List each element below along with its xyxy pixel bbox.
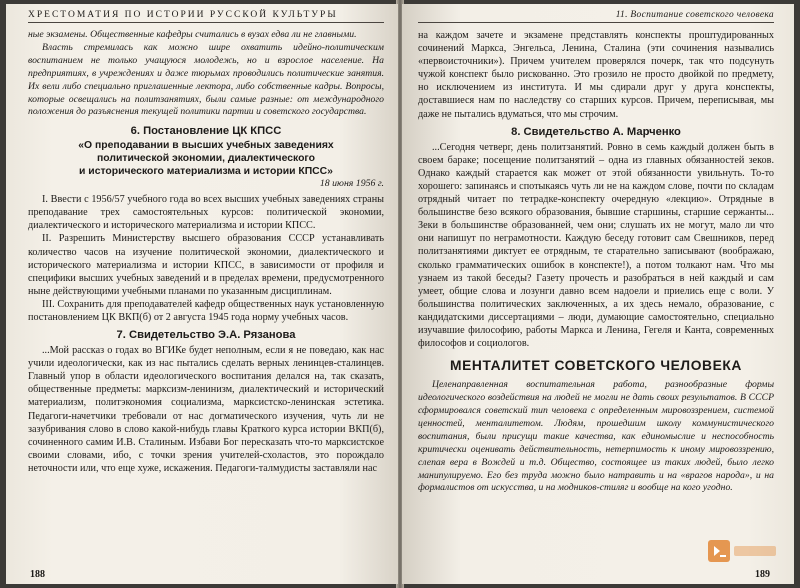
section-6-title: 6. Постановление ЦК КПСС [130,125,282,138]
section-6-paragraph-3: III. Сохранить для преподавателей кафедр общественных наук установленную постановлением ЦК ВКП(б) от 2 августа 1945 года норму учебных часов. [28,298,384,323]
section-7-title: 7. Свидетельство Э.А. Рязанова [116,329,296,342]
section-8-title: 8. Свидетельство А. Марченко [511,125,681,138]
section-7-paragraph-1: ...Мой рассказ о годах во ВГИКе будет неполным, если я не поведаю, как нас учили идеологически, как из нас пытались сделать верных ленинцев-сталинцев. Главный упор в области идеологического воспитания делался на, так сказать, общественные предметы: марксизм-ленинизм, диалектический и исторический материализм, политэкономия социализма, марксистско-ленинская эстетика. Педагоги-начетчики требовали от нас догматического изучения, чуть ли не зазубривания слово в слово какой-нибудь главы Краткого курса истории ВКП(б), сочиненного самим И.В. Сталиным. Избави Бог пересказать что-то марксистское своими словами, ибо, с точки зрения учителей-схоластов, это порождало неточности или, что еще хуже, искажения. Педагоги-талмудисты заставляли нас [28,345,384,474]
section-6-subtitle-line-1: «О преподавании в высших учебных заведениях [78,140,334,152]
page-number-left: 188 [30,569,45,580]
left-page [6,4,398,584]
section-6-paragraph-1: I. Ввести с 1956/57 учебного года во всех высших учебных заведениях страны преподавание трех самостоятельных курсов: политической экономии, диалектического и исторического материализма и истории КПСС. [28,194,384,232]
closing-paragraph: Целенаправленная воспитательная работа, разнообразные формы идеологического воздействия на людей не могли не дать своих результатов. В СССР сформировался советский тип человека с определенным мировоззрением, системой ценностей, менталитетом. Людям, прошедшим школу коммунистического воспитания, были присущи такие качества, как единомыслие и неспособность критически оценивать действительность, нетерпимость к иному мировоззрению, слепая вера в Вождей и т.д. Общество, состоящее из таких людей, было легко манипулируемо. Его без труда можно было натравить и на «врагов народа», и на формалистов от искусства, и на модников-стиляг и вообще на кого угодно. [418,379,774,494]
publisher-logo-icon [706,536,780,566]
continued-paragraph: на каждом зачете и экзамене представлять конспекты проштудированных сочинений Маркса, Энгельса, Ленина, Сталина (эти сочинения назывались «первоисточники»). Причем учителем проверялся почерк, так что подсунуть чужой конспект было рискованно. Это грозило не просто двойкой по предмету, но исключением из института. И мы сдирали друг у друга конспекты, доставшиеся нам по наследству со старших курсов. Причем, переписывая, мы даже не пытались вдуматься, что мы строчим. [418,30,774,120]
intro-paragraph-1: ные экзамены. Общественные кафедры считались в вузах едва ли не главными. [28,29,357,40]
page-number-right: 189 [755,569,770,580]
running-head-right: 11. Воспитание советского человека [418,10,774,23]
section-6-subtitle-line-3: и исторического материализма и истории КПСС» [79,165,333,177]
intro-paragraph-2: Власть стремилась как можно шире охватить идейно-политическим воспитанием не только учащуюся молодежь, но и взрослое население. На предприятиях, в учреждениях и даже тюрьмах проводились политические занятия. Их вели либо специально приглашенные лектора, либо собственные кадры. Вопросы, которые освещались на политзанятиях, были самые разные: от международного положения до разъяснения текущей политики партии и советского государства. [28,41,384,118]
chapter-title: МЕНТАЛИТЕТ СОВЕТСКОГО ЧЕЛОВЕКА [450,358,742,374]
section-6-date: 18 июня 1956 г. [319,178,384,190]
running-head-left: ХРЕСТОМАТИЯ ПО ИСТОРИИ РУССКОЙ КУЛЬТУРЫ [28,10,384,23]
section-6-subtitle-line-2: политической экономии, диалектического [97,152,315,164]
section-6-paragraph-2: II. Разрешить Министерству высшего образования СССР устанавливать количество часов на изучение политической экономии, диалектического и исторического материализма и истории КПСС, в зависимости от профиля и специфики высших учебных заведений и в пределах времени, предусмотренного ныне действующими учебными планами по указанным дисциплинам. [28,233,384,297]
section-8-paragraph-1: ...Сегодня четверг, день политзанятий. Ровно в семь каждый должен быть в своем бараке; посещение политзанятий – одна из главных обязанностей зеков. Однако каждый старается как может от этой обязанности увильнуть. То-то хорошего: запинаясь и спотыкаясь чуть ли не на каждом слове, почти по складам отрядный читает по тетрадке-конспекту очередную «лекцию». Отрядные в большинстве безо всякого образования, бывшие старшины, старшие сержанты... Зеки в большинстве образованней, чем они; слушать их не могут, мало ли что они напишут по неграмотности. Каждую беседу готовит сам Свешников, перед политзанятиями диктует ее отрядным, те старательно записывают (воображаю, сколько грамматических ошибок в конспекте!), а потом толкают нам. Что мы узнаем из такой беседы? Газету прочесть и разобраться в ней каждый и сам умеет, общие слова и лозунги давно всем надоели и приелись еще с воли. У большинства политических заключенных, а их здесь немало, образование, с кандидатскими диссертациями – люди, думающие самостоятельно, специально изучавшие философию, работы Маркса и Ленина, Гегеля и Канта, современных философов и социологов. [418,141,774,350]
right-page [402,4,794,584]
